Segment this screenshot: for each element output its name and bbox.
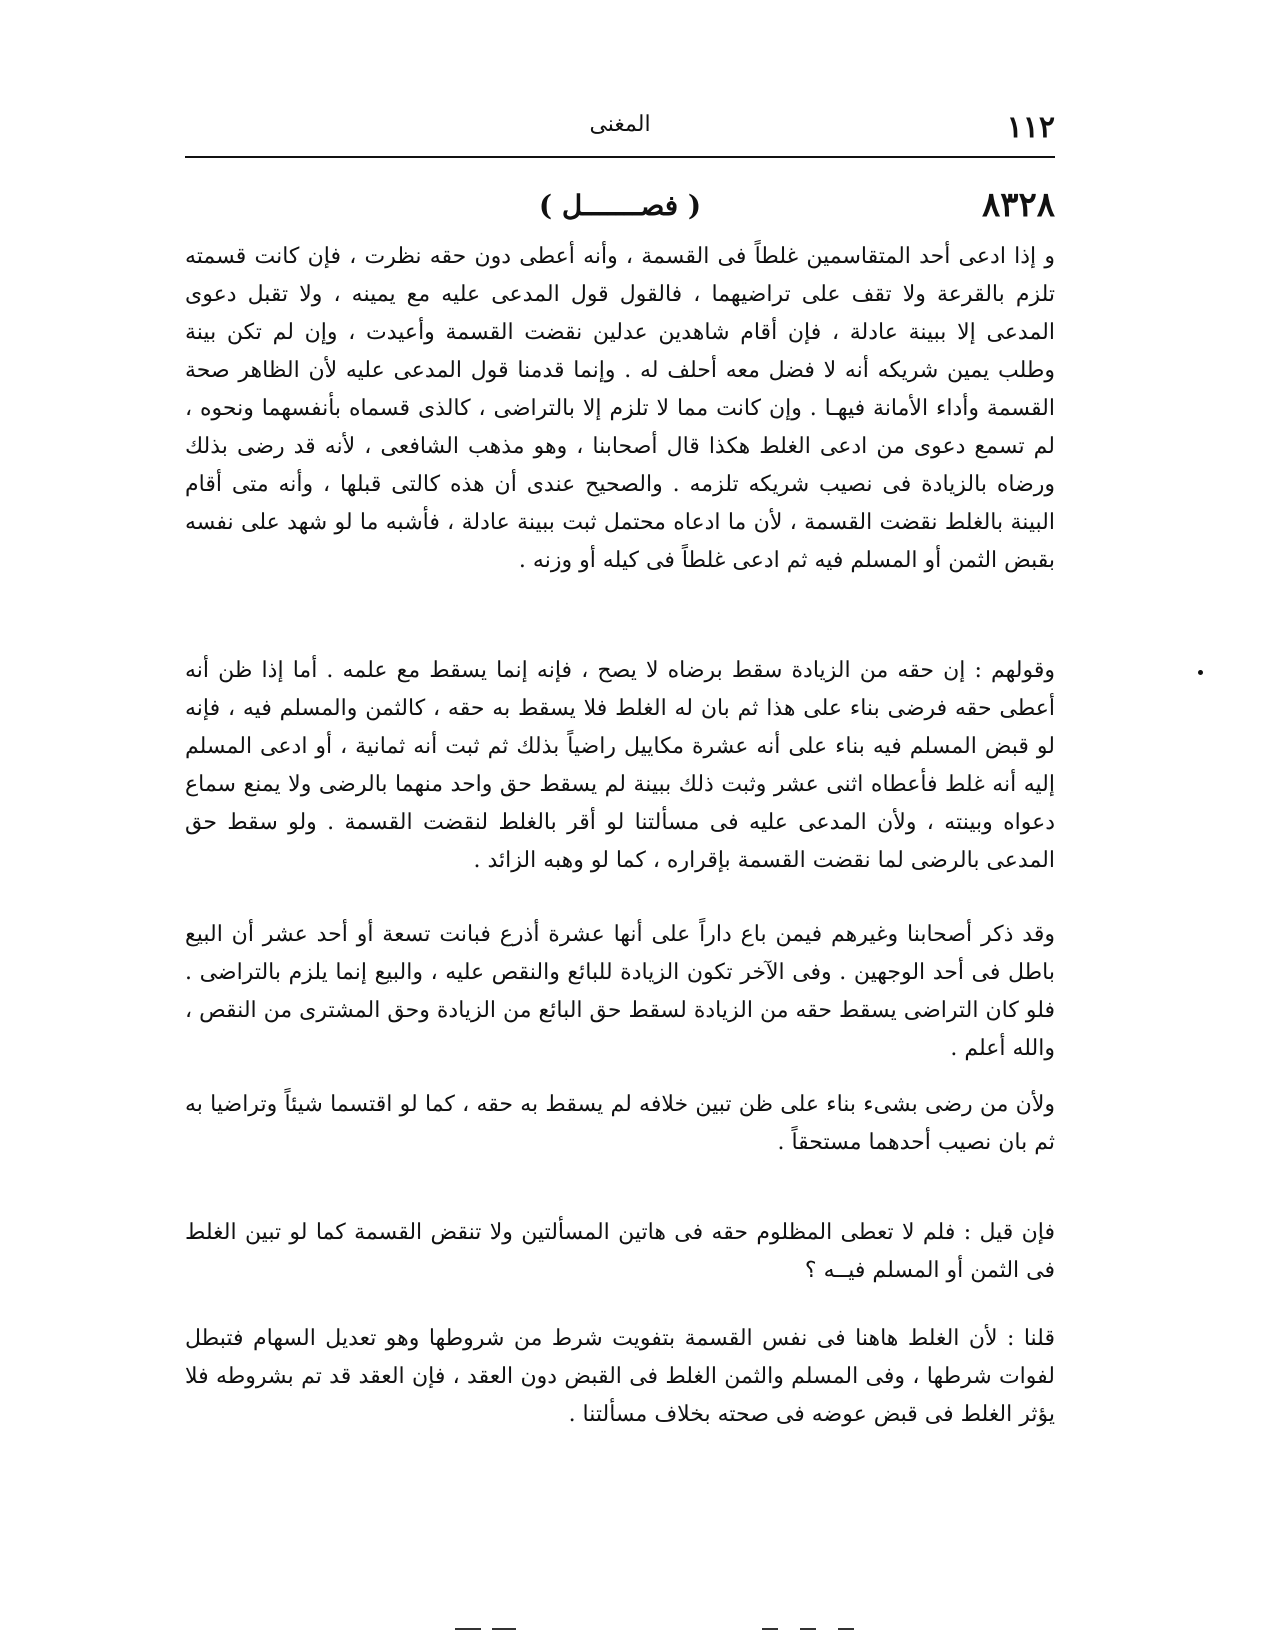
paragraph-3: وقد ذكر أصحابنا وغيرهم فيمن باع داراً على أنها عشرة أذرع فبانت تسعة أو أحد عشر أن البيع باطل فى أحد الوجهين . وفى الآخر تكون الزيادة للبائع والنقص عليه ، والبيع إنما يلزم بالتراضى . فلو كان التراضى يسقط حقه من الزيادة لسقط حق البائع من الزيادة وحق المشترى من النقص ، والله أعلم . — [185, 922, 1055, 1061]
paragraph-6: قلنا : لأن الغلط هاهنا فى نفس القسمة بتفويت شرط من شروطها وهو تعديل السهام فتبطل لفوات شرطها ، وفى المسلم والثمن الغلط فى القبض دون العقد ، فإن العقد قد تم بشروطه فلا يؤثر الغلط فى قبض عوضه فى صحته بخلاف مسألتنا . — [185, 1326, 1055, 1427]
section-heading — [185, 185, 1055, 233]
paragraph-4: ولأن من رضى بشىء بناء على ظن تبين خلافه لم يسقط به حقه ، كما لو اقتسما شيئاً وتراضيا به ثم بان نصيب أحدهما مستحقاً . — [185, 1092, 1055, 1155]
running-title: المغنى — [589, 112, 651, 137]
footer-dash — [838, 1628, 854, 1630]
footer-dash — [800, 1628, 816, 1630]
paragraph-2: وقولهم : إن حقه من الزيادة سقط برضاه لا يصح ، فإنه إنما يسقط مع علمه . أما إذا ظن أنه أعطى حقه فرضى بناء على هذا ثم بان له الغلط فلا يسقط به حقه ، كالثمن والمسلم فيه ، فإنه لو قبض المسلم فيه بناء على أنه عشرة مكاييل راضياً بذلك ثم ثبت أنه ثمانية ، أو ادعى المسلم إليه أنه غلط فأعطاه اثنى عشر وثبت ذلك ببينة لم يسقط حق واحد منهما بالرضى ولا يمنع سماع دعواه وبينته ، ولأن المدعى عليه فى مسألتنا لو أقر بالغلط لنقضت القسمة . ولو سقط حق المدعى بالرضى لما نقضت القسمة بإقراره ، كما لو وهبه الزائد . — [185, 658, 1056, 873]
section-number: ٨٣٢٨ — [981, 185, 1055, 225]
footer-dash — [455, 1628, 481, 1630]
paragraph-1: و إذا ادعى أحد المتقاسمين غلطاً فى القسمة ، وأنه أعطى دون حقه نظرت ، فإن كانت قسمته تلزم بالقرعة ولا تقف على تراضيهما ، فالقول قول المدعى عليه مع يمينه ، ولا تقبل دعوى المدعى إلا ببينة عادلة ، فإن أقام شاهدين عدلين نقضت القسمة وأعيدت ، وإن لم تكن بينة وطلب يمين شريكه أنه لا فضل معه أحلف له . وإنما قدمنا قول المدعى عليه لأن الظاهر صحة القسمة وأداء الأمانة فيهـا . وإن كانت مما لا تلزم إلا بالتراضى ، كالذى قسماه بأنفسهما ونحوه ، لم تسمع دعوى من ادعى الغلط هكذا قال أصحابنا ، وهو مذهب الشافعى ، لأنه قد رضى بذلك ورضاه بالزيادة فى نصيب شريكه تلزمه . والصحيح عندى أن هذه كالتى قبلها ، وأنه متى أقام البينة بالغلط نقضت القسمة ، لأن ما ادعاه محتمل ثبت ببينة عادلة ، فأشبه ما لو شهد على نفسه بقبض الثمن أو المسلم فيه ثم ادعى غلطاً فى كيله أو وزنه . — [185, 244, 1055, 573]
footer-dash — [762, 1628, 778, 1630]
footer-dashes — [0, 1628, 1279, 1632]
page-number: ١١٢ — [1006, 110, 1055, 145]
margin-speck — [1198, 670, 1203, 675]
footer-dash — [492, 1628, 516, 1630]
paragraph-5: فإن قيل : فلم لا تعطى المظلوم حقه فى هاتين المسألتين ولا تنقض القسمة كما لو تبين الغلط فى الثمن أو المسلم فيــه ؟ — [185, 1220, 1055, 1283]
page-header — [185, 108, 1055, 148]
header-rule — [185, 156, 1055, 158]
section-title: ( فصـــــــل ) — [538, 189, 702, 222]
